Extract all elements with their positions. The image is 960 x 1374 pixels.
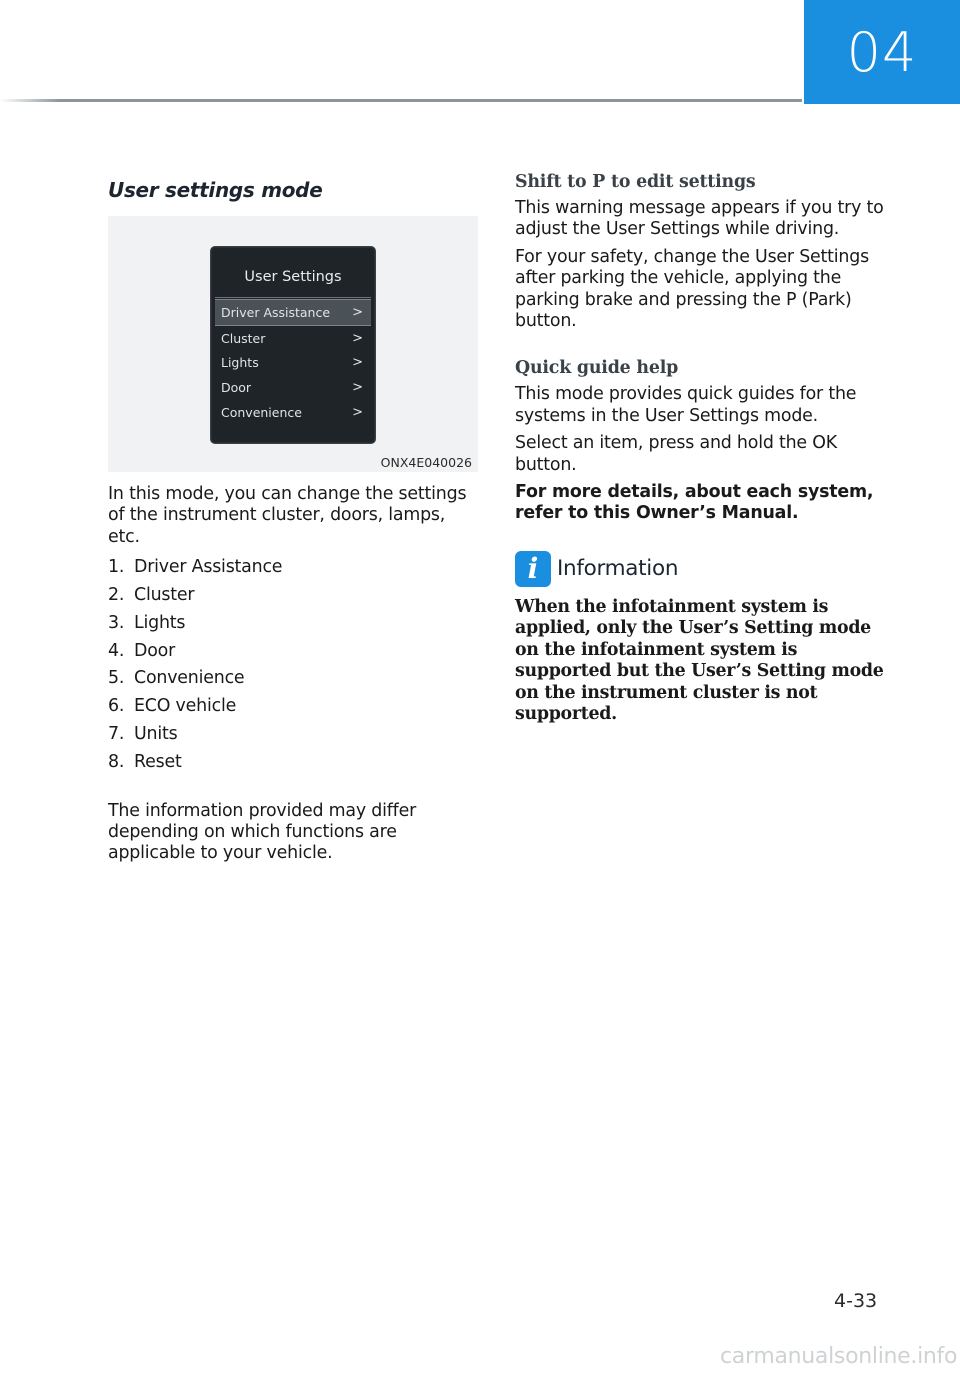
menu-item-label: Lights xyxy=(221,355,259,371)
list-item: 5. Convenience xyxy=(108,668,245,689)
list-item: 4. Door xyxy=(108,640,176,661)
menu-item-label: Convenience xyxy=(221,405,302,421)
quick-bold-note: For more details, about each system, refer to this Owner’s Manual. xyxy=(515,482,874,524)
watermark: carmanualsonline.info xyxy=(720,1344,958,1369)
quick-guide-heading: Quick guide help xyxy=(515,358,679,379)
list-item: 1. Driver Assistance xyxy=(108,557,283,578)
page-number: 4-33 xyxy=(834,1290,878,1312)
information-header xyxy=(515,551,895,587)
chevron-right-icon: > xyxy=(352,304,363,320)
list-item: 6. ECO vehicle xyxy=(108,696,237,717)
information-text: When the infotainment system is applied, only the User’s Setting mode on the infotainment system is supported but the User’s Setting mode on the instrument cluster is not supported. xyxy=(515,596,884,724)
left-column xyxy=(108,172,478,865)
menu-item-door xyxy=(211,375,375,400)
right-column xyxy=(515,172,895,725)
menu-item-label: Door xyxy=(221,380,252,396)
menu-item-cluster xyxy=(211,326,375,351)
chevron-right-icon: > xyxy=(352,405,363,421)
chevron-right-icon: > xyxy=(352,355,363,371)
section-title: User settings mode xyxy=(108,178,323,202)
chapter-number: 04 xyxy=(846,20,918,84)
intro-paragraph: In this mode, you can change the settings of the instrument cluster, doors, lamps, etc. xyxy=(108,484,467,547)
menu-item-lights xyxy=(211,351,375,376)
figure-code: ONX4E040026 xyxy=(380,455,472,470)
header-rule-fade xyxy=(0,99,60,102)
list-item: 3. Lights xyxy=(108,612,186,633)
list-item: 2. Cluster xyxy=(108,585,195,606)
header-rule xyxy=(0,99,802,102)
outro-paragraph: The information provided may differ depending on which functions are applicable to your vehicle. xyxy=(108,800,417,864)
menu-item-driver-assistance xyxy=(215,299,371,326)
shift-paragraph-2: For your safety, change the User Settings after parking the vehicle, applying the parking brake and pressing the P (Park) button. xyxy=(515,246,869,332)
list-item: 7. Units xyxy=(108,724,178,744)
menu-item-label: Driver Assistance xyxy=(221,304,331,320)
screen-divider xyxy=(215,297,371,298)
chevron-right-icon: > xyxy=(352,330,363,346)
shift-paragraph-1: This warning message appears if you try to adjust the User Settings while driving. xyxy=(515,198,884,240)
information-icon: i xyxy=(515,551,551,587)
menu-item-label: Cluster xyxy=(221,330,266,346)
screen-title: User Settings xyxy=(244,269,342,285)
shift-to-p-heading: Shift to P to edit settings xyxy=(515,172,756,192)
quick-paragraph-1: This mode provides quick guides for the systems in the User Settings mode. xyxy=(515,384,857,426)
settings-list xyxy=(108,554,478,776)
chevron-right-icon: > xyxy=(352,380,363,396)
quick-paragraph-2: Select an item, press and hold the OK button. xyxy=(515,433,837,475)
list-item: 8. Reset xyxy=(108,751,182,772)
chapter-tab xyxy=(804,0,960,104)
information-title: Information xyxy=(557,556,679,582)
cluster-screen xyxy=(210,246,376,444)
figure-user-settings xyxy=(108,216,478,472)
menu-item-convenience xyxy=(211,400,375,425)
